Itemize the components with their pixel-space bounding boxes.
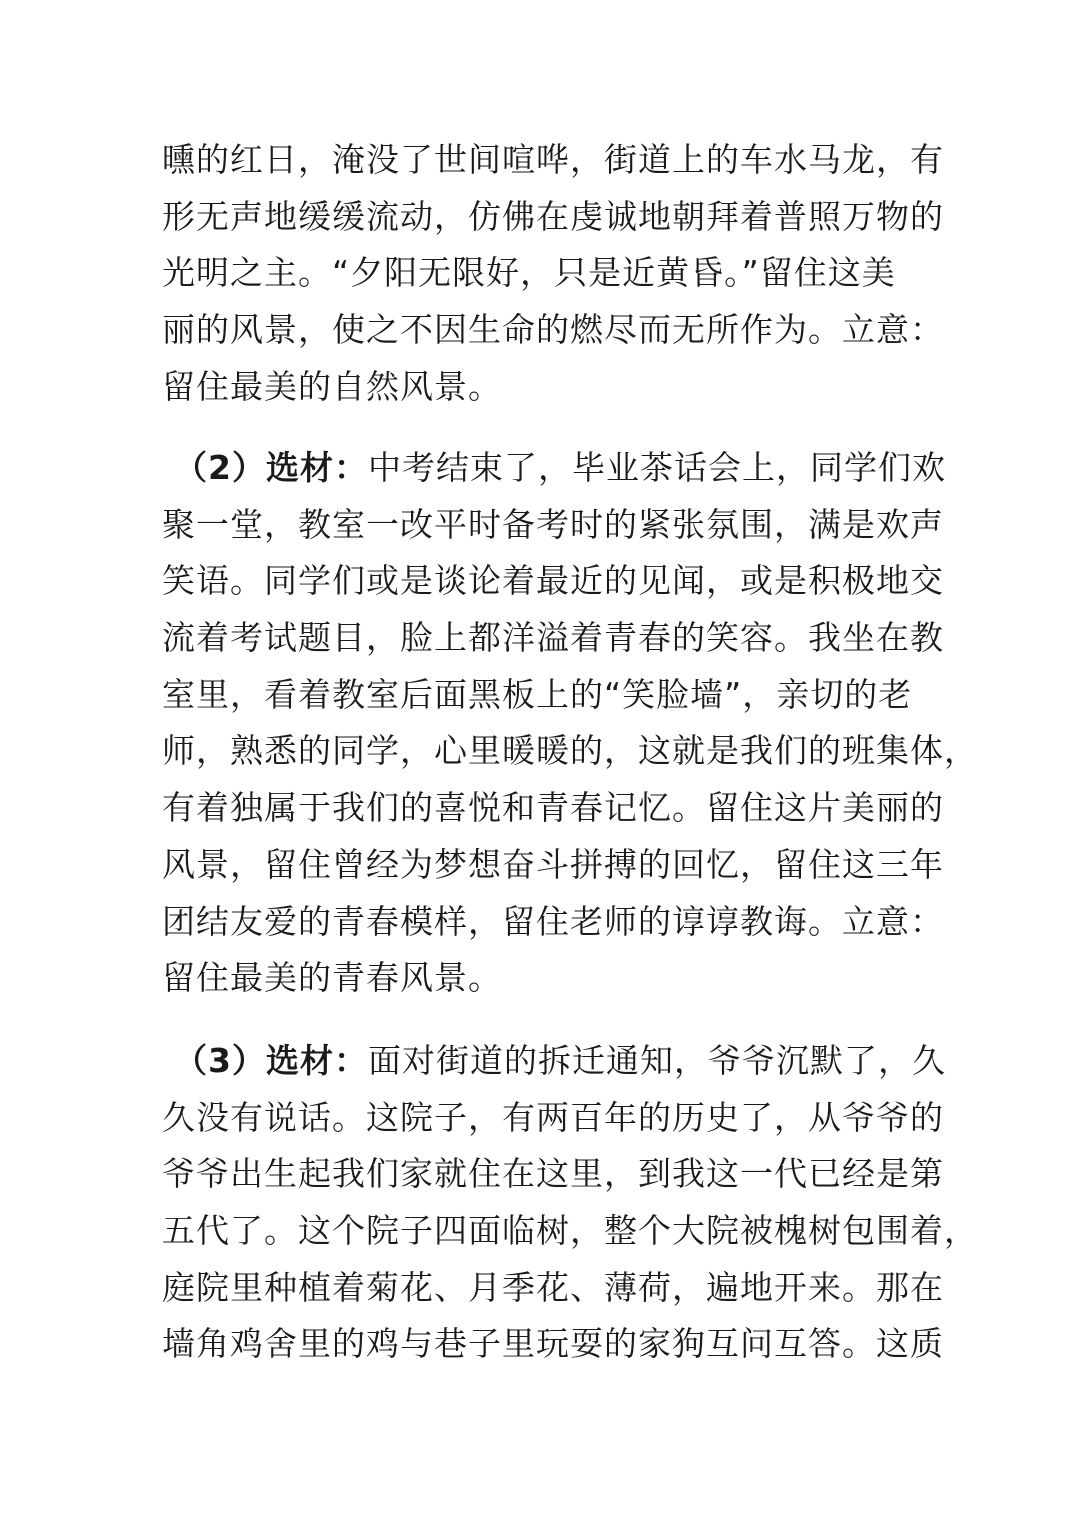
text-line: 庭院里种植着菊花、月季花、薄荷，遍地开来。那在 <box>162 1267 944 1307</box>
text-line <box>162 1033 946 1090</box>
text-line: 流着考试题目，脸上都洋溢着青春的笑容。我坐在教 <box>162 618 944 658</box>
text-line: 曛的红日，淹没了世间喧哗，街道上的车水马龙，有 <box>162 140 944 179</box>
text-line: 聚一堂，教室一改平时备考时的紧张氛围，满是欢声 <box>162 504 944 544</box>
section-lead-label: （2）选材： <box>174 448 368 487</box>
text-line: 留住最美的青春风景。 <box>162 958 502 998</box>
text-line: 团结友爱的青春模样，留住老师的谆谆教诲。立意： <box>162 901 944 941</box>
text-line: 师，熟悉的同学，心里暖暖的，这就是我们的班集体， <box>162 731 978 771</box>
text-line: 丽的风景，使之不因生命的燃尽而无所作为。立意： <box>162 310 944 350</box>
text-line-rest: 面对街道的拆迁通知，爷爷沉默了，久 <box>367 1041 946 1080</box>
text-line-rest: 中考结束了，毕业茶话会上，同学们欢 <box>367 448 946 487</box>
section-lead-label: （3）选材： <box>174 1041 368 1080</box>
text-line: 爷爷出生起我们家就住在这里，到我这一代已经是第 <box>162 1154 944 1194</box>
text-line <box>162 440 946 497</box>
text-line: 墙角鸡舍里的鸡与巷子里玩耍的家狗互问互答。这质 <box>162 1324 944 1364</box>
text-line: 五代了。这个院子四面临树，整个大院被槐树包围着， <box>162 1211 978 1251</box>
paragraph-1 <box>162 132 944 415</box>
text-line: 风景，留住曾经为梦想奋斗拼搏的回忆，留住这三年 <box>162 844 944 884</box>
paragraph-2 <box>162 440 978 1007</box>
text-line: 光明之主。“夕阳无限好，只是近黄昏。”留住这美 <box>162 253 896 293</box>
text-line: 有着独属于我们的喜悦和青春记忆。留住这片美丽的 <box>162 788 944 828</box>
text-line: 笑语。同学们或是谈论着最近的见闻，或是积极地交 <box>162 561 944 601</box>
text-line: 留住最美的自然风景。 <box>162 366 502 406</box>
paragraph-3 <box>162 1033 978 1373</box>
text-line: 形无声地缓缓流动，仿佛在虔诚地朝拜着普照万物的 <box>162 196 944 236</box>
text-line: 室里，看着教室后面黑板上的“笑脸墙”，亲切的老 <box>162 674 913 714</box>
text-line: 久没有说话。这院子，有两百年的历史了，从爷爷的 <box>162 1097 944 1137</box>
